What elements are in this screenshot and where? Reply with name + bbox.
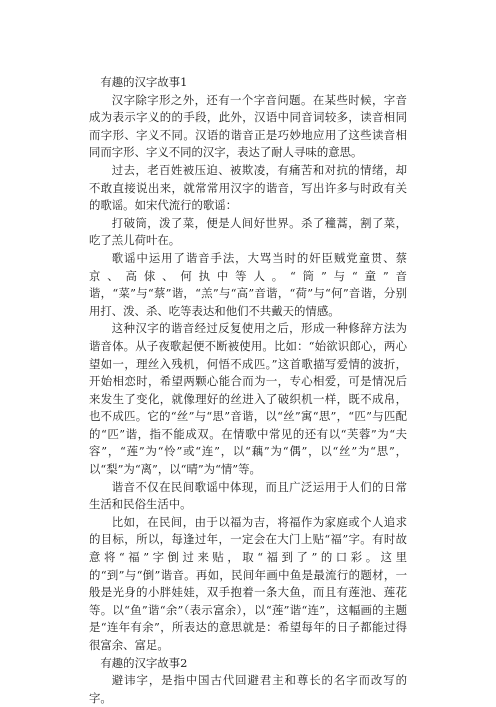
- paragraph: 打破筒，泼了菜，便是人间好世界。杀了穜蒿，割了菜，吃了羔儿荷叶在。: [89, 215, 407, 248]
- paragraph: 过去，老百姓被压迫、被欺凌，有痛苦和对抗的情绪，却不敢直接说出来，就常常用汉字的谐音，写出许多与时政有关的歌谣。如宋代流行的歌谣：: [89, 162, 407, 213]
- paragraph: 这种汉字的谐音经过反复使用之后，形成一种修辞方法为谐音体。从子夜歌起便不断被使用。比如：“始欲识郎心，两心望如一，理丝入残机，何悟不成匹。”这首歌描写爱情的波折，开始相恋时，希望两颗心能合而为一，专心相爱，可是情况后来发生了变化，就像理好的丝进入了破织机一样，既不成帛，也不成匹。它的“丝”与“思”音谐，以“丝”寓“思”，“匹”与匹配的“匹”谐，指不能成双。在情歌中常见的还有以“芙蓉”为“夫容”，“莲”为“怜”或“连”，以“藕”为“偶”，以“丝”为“思”，以“梨”为“离”，以“晴”为“情”等。: [89, 321, 407, 477]
- document-page: [89, 74, 407, 707]
- paragraph: 歌谣中运用了谐音手法，大骂当时的奸臣贼党童贯、蔡京、高俅、何执中等人。“筒”与“童”音谐，“菜”与“蔡”谐，“羔”与“高”音谐，“荷”与“何”音谐，分别用打、泼、杀、吃等表达和他们不共戴天的情感。: [89, 250, 407, 318]
- paragraph: 避讳字，是指中国古代回避君主和尊长的名字而改写的字。: [89, 673, 407, 705]
- section-title-2: 有趣的汉字故事2: [100, 655, 188, 670]
- paragraph: 比如，在民间，由于以福为吉，将福作为家庭或个人追求的目标，所以，每逢过年，一定会在大门上贴“福”字。有时故意将“福”字倒过来贴，取“福到了”的口彩。这里的“到”与“倒”谐音。再如，民间年画中鱼是最流行的题材，一般是光身的小胖娃娃，双手抱着一条大鱼，而且有莲池、莲花等。以“鱼”谐“余”（表示富余），以“莲”谐“连”，这幅画的主题是“连年有余”，所表达的意思就是：希望每年的日子都能过得很富余、富足。: [89, 514, 407, 652]
- section-title-1: 有趣的汉字故事1: [100, 75, 188, 89]
- paragraph: 汉字除字形之外，还有一个字音问题。在某些时候，字音成为表示字义的的手段，此外，汉语中同音词较多，读音相同而字形、字义不同。汉语的谐音正是巧妙地应用了这些读音相同而字形、字义不同的汉字，表达了耐人寻味的意思。: [89, 92, 407, 160]
- paragraph: 谐音不仅在民间歌谣中体现，而且广泛运用于人们的日常生活和民俗生活中。: [89, 479, 407, 512]
